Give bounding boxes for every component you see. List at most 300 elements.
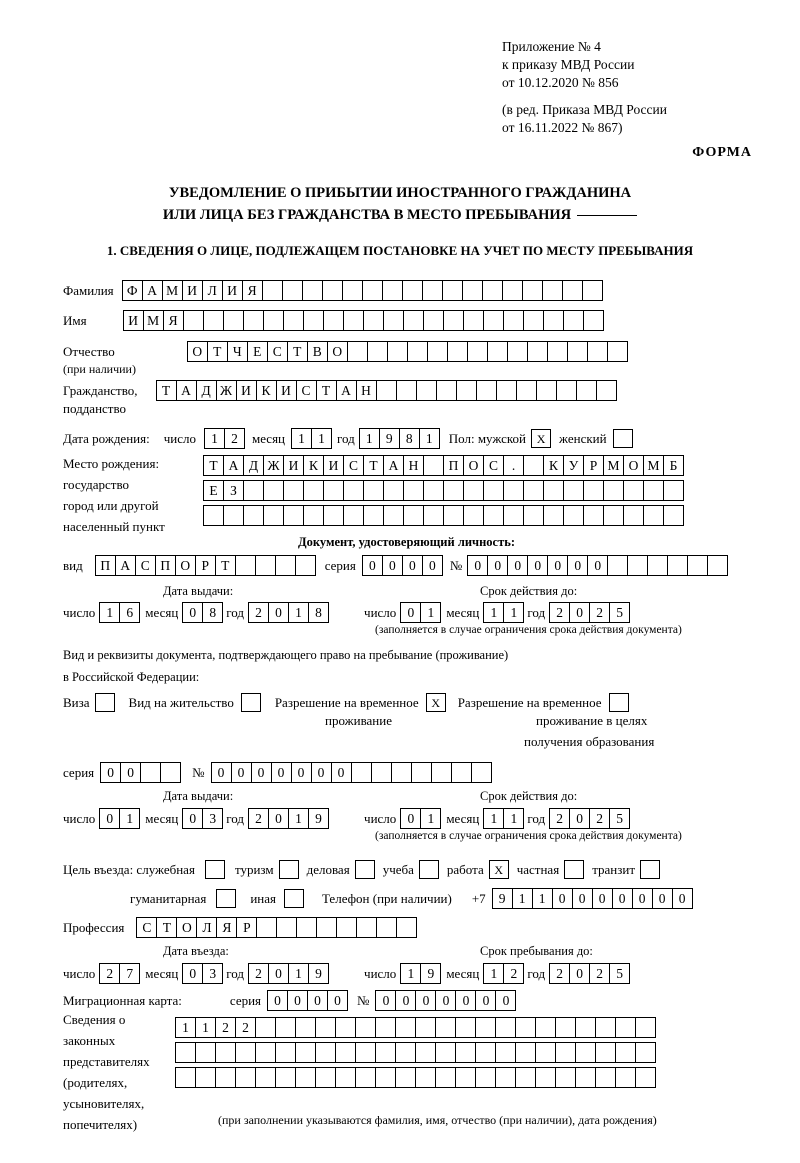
cell[interactable]: 5 [609, 963, 630, 984]
cell[interactable] [296, 917, 317, 938]
cell[interactable]: С [343, 455, 364, 476]
purpose-business-checkbox[interactable] [355, 860, 375, 879]
cell[interactable] [356, 917, 377, 938]
cell[interactable] [355, 1042, 376, 1063]
cell[interactable]: 7 [119, 963, 140, 984]
cell[interactable] [456, 380, 477, 401]
cell[interactable] [603, 480, 624, 501]
cell[interactable] [363, 310, 384, 331]
cell[interactable]: 0 [672, 888, 693, 909]
cell[interactable] [255, 555, 276, 576]
cell[interactable] [335, 1042, 356, 1063]
cell[interactable]: 0 [120, 762, 141, 783]
cell[interactable] [282, 280, 303, 301]
cell[interactable]: 0 [527, 555, 548, 576]
edu-residence-checkbox[interactable] [609, 693, 629, 712]
cell[interactable] [335, 1067, 356, 1088]
cell[interactable]: А [115, 555, 136, 576]
cell[interactable]: 1 [288, 963, 309, 984]
cell[interactable]: 1 [532, 888, 553, 909]
cell[interactable]: О [623, 455, 644, 476]
cell[interactable] [487, 341, 508, 362]
cell[interactable]: 0 [99, 808, 120, 829]
cell[interactable] [435, 1042, 456, 1063]
sex-male-checkbox[interactable]: X [531, 429, 551, 448]
cell[interactable] [463, 505, 484, 526]
cell[interactable]: И [222, 280, 243, 301]
cell[interactable]: 0 [547, 555, 568, 576]
cell[interactable]: 9 [308, 808, 329, 829]
cell[interactable] [371, 762, 392, 783]
cell[interactable] [515, 1067, 536, 1088]
cell[interactable]: Т [316, 380, 337, 401]
cell[interactable]: 1 [400, 963, 421, 984]
cell[interactable] [635, 1017, 656, 1038]
purpose-transit-checkbox[interactable] [640, 860, 660, 879]
cell[interactable]: 0 [375, 990, 396, 1011]
cell[interactable] [283, 480, 304, 501]
cell[interactable]: 0 [572, 888, 593, 909]
cell[interactable] [542, 280, 563, 301]
cell[interactable] [263, 310, 284, 331]
cell[interactable] [295, 555, 316, 576]
cell[interactable] [587, 341, 608, 362]
cell[interactable]: М [162, 280, 183, 301]
cell[interactable] [536, 380, 557, 401]
cell[interactable]: 0 [487, 555, 508, 576]
cell[interactable] [503, 505, 524, 526]
cell[interactable]: 8 [399, 428, 420, 449]
cell[interactable] [443, 480, 464, 501]
cell[interactable]: О [187, 341, 208, 362]
cell[interactable]: И [182, 280, 203, 301]
cell[interactable] [223, 310, 244, 331]
cell[interactable]: А [383, 455, 404, 476]
cell[interactable] [383, 480, 404, 501]
cell[interactable]: Р [236, 917, 257, 938]
cell[interactable] [707, 555, 728, 576]
cell[interactable] [475, 1067, 496, 1088]
cell[interactable]: 5 [609, 808, 630, 829]
cell[interactable]: 0 [291, 762, 312, 783]
cell[interactable] [375, 1042, 396, 1063]
cell[interactable]: 0 [268, 602, 289, 623]
cell[interactable]: К [303, 455, 324, 476]
cell[interactable]: 2 [549, 808, 570, 829]
cell[interactable]: 0 [567, 555, 588, 576]
cell[interactable] [435, 1067, 456, 1088]
cell[interactable] [396, 917, 417, 938]
cell[interactable]: 0 [231, 762, 252, 783]
cell[interactable] [423, 455, 444, 476]
cell[interactable] [482, 280, 503, 301]
cell[interactable]: Е [247, 341, 268, 362]
cell[interactable] [403, 310, 424, 331]
cell[interactable]: 6 [119, 602, 140, 623]
cell[interactable]: М [603, 455, 624, 476]
cell[interactable] [556, 380, 577, 401]
residence-permit-checkbox[interactable] [241, 693, 261, 712]
cell[interactable] [563, 480, 584, 501]
cell[interactable] [507, 341, 528, 362]
cell[interactable]: И [283, 455, 304, 476]
cell[interactable]: 0 [331, 762, 352, 783]
cell[interactable]: 0 [382, 555, 403, 576]
cell[interactable] [515, 1042, 536, 1063]
cell[interactable] [455, 1017, 476, 1038]
cell[interactable] [435, 1017, 456, 1038]
cell[interactable]: Н [403, 455, 424, 476]
cell[interactable] [302, 280, 323, 301]
cell[interactable]: Д [243, 455, 264, 476]
cell[interactable]: 1 [512, 888, 533, 909]
cell[interactable]: Я [242, 280, 263, 301]
cell[interactable]: 2 [248, 963, 269, 984]
cell[interactable] [475, 1042, 496, 1063]
cell[interactable]: 0 [587, 555, 608, 576]
cell[interactable]: П [155, 555, 176, 576]
cell[interactable] [607, 555, 628, 576]
cell[interactable] [523, 455, 544, 476]
purpose-other-checkbox[interactable] [284, 889, 304, 908]
cell[interactable]: 1 [483, 963, 504, 984]
cell[interactable] [351, 762, 372, 783]
cell[interactable] [140, 762, 161, 783]
cell[interactable]: 0 [182, 808, 203, 829]
cell[interactable]: 3 [202, 808, 223, 829]
cell[interactable]: 0 [652, 888, 673, 909]
cell[interactable] [323, 310, 344, 331]
cell[interactable] [443, 505, 464, 526]
cell[interactable] [555, 1017, 576, 1038]
cell[interactable] [195, 1067, 216, 1088]
cell[interactable] [663, 505, 684, 526]
cell[interactable]: Я [216, 917, 237, 938]
cell[interactable] [535, 1042, 556, 1063]
cell[interactable] [275, 1017, 296, 1038]
cell[interactable]: 0 [395, 990, 416, 1011]
purpose-private-checkbox[interactable] [564, 860, 584, 879]
cell[interactable] [596, 380, 617, 401]
cell[interactable] [555, 1042, 576, 1063]
cell[interactable] [635, 1067, 656, 1088]
purpose-work-checkbox[interactable]: X [489, 860, 509, 879]
cell[interactable]: Т [287, 341, 308, 362]
cell[interactable] [427, 341, 448, 362]
cell[interactable]: 0 [415, 990, 436, 1011]
cell[interactable]: Е [203, 480, 224, 501]
cell[interactable] [223, 505, 244, 526]
cell[interactable] [451, 762, 472, 783]
cell[interactable] [355, 1017, 376, 1038]
cell[interactable]: Ф [122, 280, 143, 301]
cell[interactable]: 1 [119, 808, 140, 829]
cell[interactable] [495, 1017, 516, 1038]
cell[interactable]: Т [156, 380, 177, 401]
cell[interactable]: 1 [175, 1017, 196, 1038]
cell[interactable] [467, 341, 488, 362]
cell[interactable] [215, 1067, 236, 1088]
cell[interactable] [523, 310, 544, 331]
cell[interactable] [303, 310, 324, 331]
cell[interactable] [547, 341, 568, 362]
cell[interactable] [243, 310, 264, 331]
cell[interactable]: 0 [552, 888, 573, 909]
cell[interactable] [496, 380, 517, 401]
cell[interactable]: 2 [248, 602, 269, 623]
cell[interactable] [582, 280, 603, 301]
cell[interactable]: 9 [308, 963, 329, 984]
cell[interactable]: 1 [204, 428, 225, 449]
cell[interactable]: С [296, 380, 317, 401]
cell[interactable] [411, 762, 432, 783]
cell[interactable]: С [136, 917, 157, 938]
cell[interactable] [462, 280, 483, 301]
cell[interactable]: 0 [435, 990, 456, 1011]
cell[interactable]: И [323, 455, 344, 476]
cell[interactable] [342, 280, 363, 301]
cell[interactable] [615, 1017, 636, 1038]
cell[interactable]: К [543, 455, 564, 476]
cell[interactable]: 0 [307, 990, 328, 1011]
cell[interactable]: О [327, 341, 348, 362]
cell[interactable]: 1 [288, 808, 309, 829]
cell[interactable]: 9 [492, 888, 513, 909]
cell[interactable]: А [223, 455, 244, 476]
cell[interactable] [523, 480, 544, 501]
cell[interactable] [443, 310, 464, 331]
cell[interactable] [415, 1042, 436, 1063]
cell[interactable] [395, 1017, 416, 1038]
cell[interactable]: 9 [420, 963, 441, 984]
cell[interactable] [175, 1067, 196, 1088]
cell[interactable]: 1 [503, 808, 524, 829]
cell[interactable] [495, 1067, 516, 1088]
cell[interactable]: 2 [235, 1017, 256, 1038]
cell[interactable]: А [336, 380, 357, 401]
cell[interactable]: 0 [400, 808, 421, 829]
cell[interactable] [543, 480, 564, 501]
cell[interactable]: 2 [589, 808, 610, 829]
purpose-study-checkbox[interactable] [419, 860, 439, 879]
cell[interactable] [276, 917, 297, 938]
cell[interactable]: 0 [362, 555, 383, 576]
cell[interactable]: 2 [99, 963, 120, 984]
cell[interactable]: 0 [100, 762, 121, 783]
cell[interactable]: А [142, 280, 163, 301]
cell[interactable]: 0 [182, 963, 203, 984]
cell[interactable] [615, 1042, 636, 1063]
cell[interactable]: И [123, 310, 144, 331]
cell[interactable] [562, 280, 583, 301]
cell[interactable]: 1 [420, 808, 441, 829]
cell[interactable] [295, 1042, 316, 1063]
cell[interactable]: 3 [202, 963, 223, 984]
cell[interactable]: 0 [268, 808, 289, 829]
cell[interactable] [423, 310, 444, 331]
cell[interactable]: 2 [589, 602, 610, 623]
cell[interactable] [535, 1067, 556, 1088]
cell[interactable]: 0 [507, 555, 528, 576]
cell[interactable]: И [236, 380, 257, 401]
cell[interactable]: 8 [202, 602, 223, 623]
cell[interactable] [355, 1067, 376, 1088]
cell[interactable] [382, 280, 403, 301]
cell[interactable] [375, 1017, 396, 1038]
cell[interactable] [295, 1017, 316, 1038]
cell[interactable] [475, 1017, 496, 1038]
cell[interactable]: С [135, 555, 156, 576]
cell[interactable] [483, 310, 504, 331]
cell[interactable] [415, 1017, 436, 1038]
cell[interactable] [262, 280, 283, 301]
sex-female-checkbox[interactable] [613, 429, 633, 448]
cell[interactable] [283, 505, 304, 526]
cell[interactable] [403, 480, 424, 501]
cell[interactable] [623, 480, 644, 501]
cell[interactable]: З [223, 480, 244, 501]
cell[interactable] [387, 341, 408, 362]
cell[interactable] [335, 1017, 356, 1038]
cell[interactable] [343, 480, 364, 501]
cell[interactable]: 1 [483, 808, 504, 829]
cell[interactable]: 0 [182, 602, 203, 623]
cell[interactable] [647, 555, 668, 576]
visa-checkbox[interactable] [95, 693, 115, 712]
cell[interactable]: 0 [211, 762, 232, 783]
cell[interactable] [423, 505, 444, 526]
cell[interactable] [235, 555, 256, 576]
cell[interactable] [576, 380, 597, 401]
cell[interactable]: Л [202, 280, 223, 301]
cell[interactable]: 5 [609, 602, 630, 623]
cell[interactable]: П [95, 555, 116, 576]
cell[interactable] [607, 341, 628, 362]
cell[interactable]: 1 [311, 428, 332, 449]
cell[interactable]: 1 [483, 602, 504, 623]
temp-residence-checkbox[interactable]: X [426, 693, 446, 712]
cell[interactable] [595, 1017, 616, 1038]
cell[interactable]: 0 [495, 990, 516, 1011]
cell[interactable]: 0 [400, 602, 421, 623]
cell[interactable]: . [503, 455, 524, 476]
cell[interactable] [575, 1017, 596, 1038]
cell[interactable]: С [483, 455, 504, 476]
cell[interactable]: О [463, 455, 484, 476]
cell[interactable]: Ч [227, 341, 248, 362]
cell[interactable]: 0 [311, 762, 332, 783]
cell[interactable] [523, 505, 544, 526]
cell[interactable]: М [143, 310, 164, 331]
cell[interactable]: М [643, 455, 664, 476]
cell[interactable] [343, 310, 364, 331]
cell[interactable] [347, 341, 368, 362]
cell[interactable] [515, 1017, 536, 1038]
cell[interactable] [471, 762, 492, 783]
cell[interactable]: 1 [359, 428, 380, 449]
cell[interactable] [275, 1067, 296, 1088]
cell[interactable]: 8 [308, 602, 329, 623]
cell[interactable] [483, 505, 504, 526]
cell[interactable]: 2 [549, 963, 570, 984]
cell[interactable] [555, 1067, 576, 1088]
cell[interactable] [383, 310, 404, 331]
cell[interactable] [543, 310, 564, 331]
cell[interactable]: 0 [267, 990, 288, 1011]
cell[interactable]: Л [196, 917, 217, 938]
cell[interactable]: 2 [503, 963, 524, 984]
cell[interactable]: Б [663, 455, 684, 476]
cell[interactable] [535, 1017, 556, 1038]
cell[interactable]: К [256, 380, 277, 401]
cell[interactable]: 0 [592, 888, 613, 909]
cell[interactable] [263, 505, 284, 526]
cell[interactable] [643, 505, 664, 526]
cell[interactable] [635, 1042, 656, 1063]
cell[interactable]: 0 [569, 602, 590, 623]
cell[interactable] [303, 480, 324, 501]
cell[interactable]: 0 [569, 808, 590, 829]
cell[interactable] [567, 341, 588, 362]
cell[interactable] [402, 280, 423, 301]
cell[interactable]: 0 [271, 762, 292, 783]
cell[interactable] [383, 505, 404, 526]
cell[interactable] [455, 1042, 476, 1063]
cell[interactable]: О [176, 917, 197, 938]
cell[interactable] [687, 555, 708, 576]
cell[interactable] [255, 1042, 276, 1063]
cell[interactable] [275, 1042, 296, 1063]
cell[interactable] [623, 505, 644, 526]
cell[interactable] [323, 480, 344, 501]
cell[interactable] [303, 505, 324, 526]
cell[interactable] [563, 505, 584, 526]
cell[interactable]: 1 [99, 602, 120, 623]
cell[interactable] [422, 280, 443, 301]
cell[interactable] [343, 505, 364, 526]
cell[interactable]: Д [196, 380, 217, 401]
cell[interactable]: И [276, 380, 297, 401]
cell[interactable]: В [307, 341, 328, 362]
cell[interactable] [336, 917, 357, 938]
cell[interactable] [396, 380, 417, 401]
cell[interactable]: 0 [402, 555, 423, 576]
cell[interactable] [442, 280, 463, 301]
cell[interactable] [395, 1067, 416, 1088]
cell[interactable] [195, 1042, 216, 1063]
cell[interactable] [203, 310, 224, 331]
cell[interactable]: 0 [612, 888, 633, 909]
cell[interactable]: Р [583, 455, 604, 476]
cell[interactable] [375, 1067, 396, 1088]
cell[interactable] [583, 480, 604, 501]
cell[interactable]: Т [215, 555, 236, 576]
cell[interactable]: 0 [475, 990, 496, 1011]
cell[interactable]: О [175, 555, 196, 576]
cell[interactable] [436, 380, 457, 401]
cell[interactable] [522, 280, 543, 301]
cell[interactable] [391, 762, 412, 783]
cell[interactable] [256, 917, 277, 938]
cell[interactable] [643, 480, 664, 501]
cell[interactable] [415, 1067, 436, 1088]
cell[interactable] [160, 762, 181, 783]
cell[interactable]: 2 [589, 963, 610, 984]
cell[interactable] [316, 917, 337, 938]
cell[interactable] [323, 505, 344, 526]
cell[interactable]: 1 [288, 602, 309, 623]
cell[interactable] [315, 1017, 336, 1038]
